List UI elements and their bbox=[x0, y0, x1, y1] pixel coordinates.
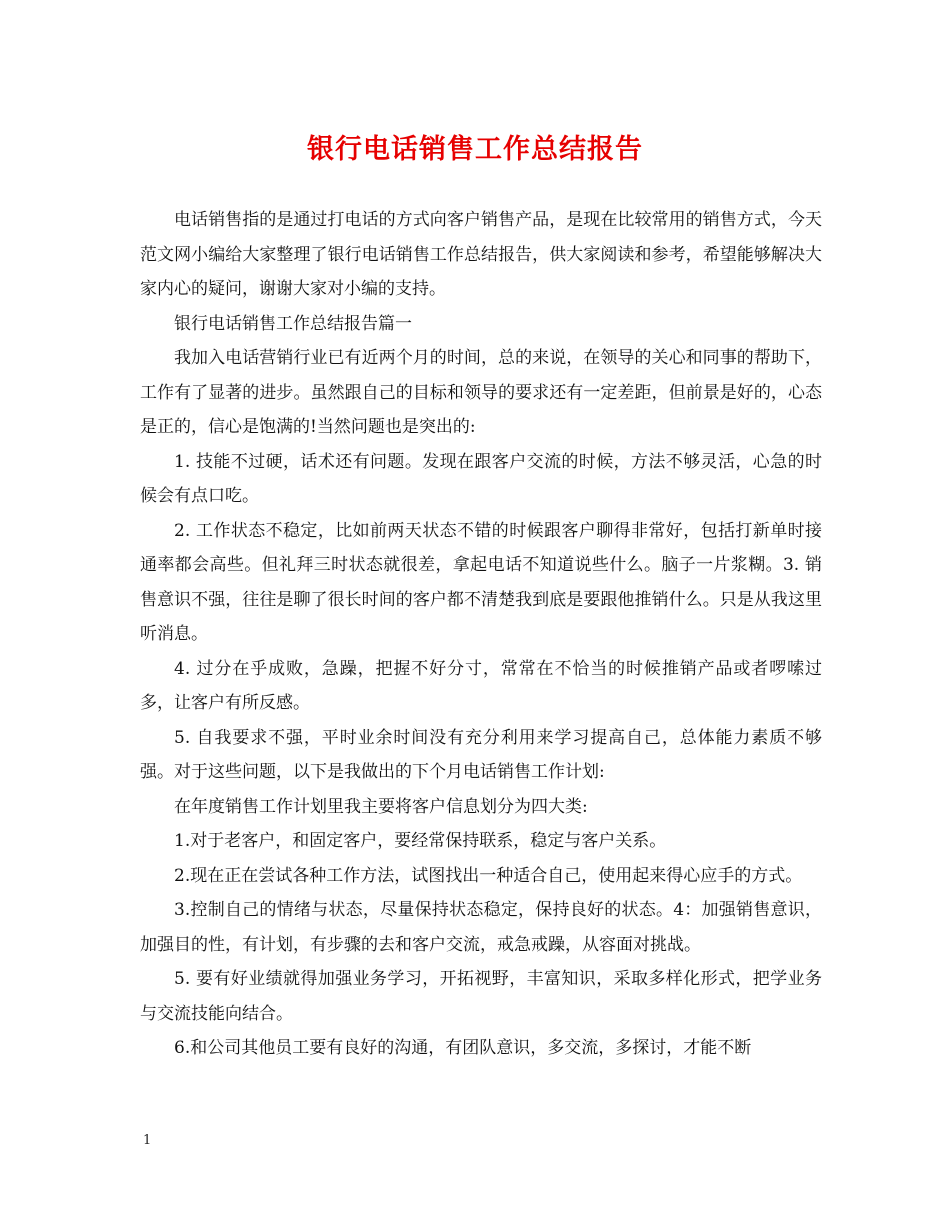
list-item: 2.现在正在尝试各种工作方法，试图找出一种适合自己，使用起来得心应手的方式。 bbox=[174, 865, 803, 886]
document-body bbox=[140, 203, 822, 1066]
paragraph-intro: 电话销售指的是通过打电话的方式向客户销售产品，是现在比较常用的销售方式，今天范文网小编给大家整理了银行电话销售工作总结报告，供大家阅读和参考，希望能够解决大家内心的疑问，谢谢大家对小编的支持。 bbox=[140, 210, 822, 299]
list-item: 4. 过分在乎成败，急躁，把握不好分寸，常常在不恰当的时候推销产品或者啰嗦过多，让客户有所反感。 bbox=[140, 658, 822, 713]
list-item: 1.对于老客户，和固定客户，要经常保持联系，稳定与客户关系。 bbox=[174, 831, 667, 851]
list-item: 1. 技能不过硬，话术还有问题。发现在跟客户交流的时候，方法不够灵活，心急的时候会有点口吃。 bbox=[140, 451, 822, 506]
section-heading: 银行电话销售工作总结报告篇一 bbox=[174, 313, 412, 334]
paragraph: 在年度销售工作计划里我主要将客户信息划分为四大类: bbox=[174, 796, 588, 817]
list-item: 2. 工作状态不稳定，比如前两天状态不错的时候跟客户聊得非常好，包括打新单时接通率都会高些。但礼拜三时状态就很差，拿起电话不知道说些什么。脑子一片浆糊。3. 销售意识不强，往往是聊了很长时间的客户都不清楚我到底是要跟他推销什么。只是从我这里听消息。 bbox=[140, 520, 822, 644]
document-title: 银行电话销售工作总结报告 bbox=[307, 134, 643, 165]
list-item: 5. 要有好业绩就得加强业务学习，开拓视野，丰富知识，采取多样化形式，把学业务与交流技能向结合。 bbox=[140, 969, 822, 1024]
list-item: 3.控制自己的情绪与状态，尽量保持状态稳定，保持良好的状态。4：加强销售意识，加强目的性，有计划，有步骤的去和客户交流，戒急戒躁，从容面对挑战。 bbox=[140, 900, 822, 955]
list-item: 6.和公司其他员工要有良好的沟通，有团队意识，多交流，多探讨，才能不断 bbox=[174, 1038, 752, 1058]
paragraph: 我加入电话营销行业已有近两个月的时间，总的来说，在领导的关心和同事的帮助下，工作有了显著的进步。虽然跟自己的目标和领导的要求还有一定差距，但前景是好的，心态是正的，信心是饱满的!当然问题也是突出的: bbox=[140, 348, 822, 437]
page-number: 1 bbox=[143, 1133, 152, 1148]
list-item: 5. 自我要求不强，平时业余时间没有充分利用来学习提高自己，总体能力素质不够强。对于这些问题，以下是我做出的下个月电话销售工作计划: bbox=[140, 727, 822, 782]
